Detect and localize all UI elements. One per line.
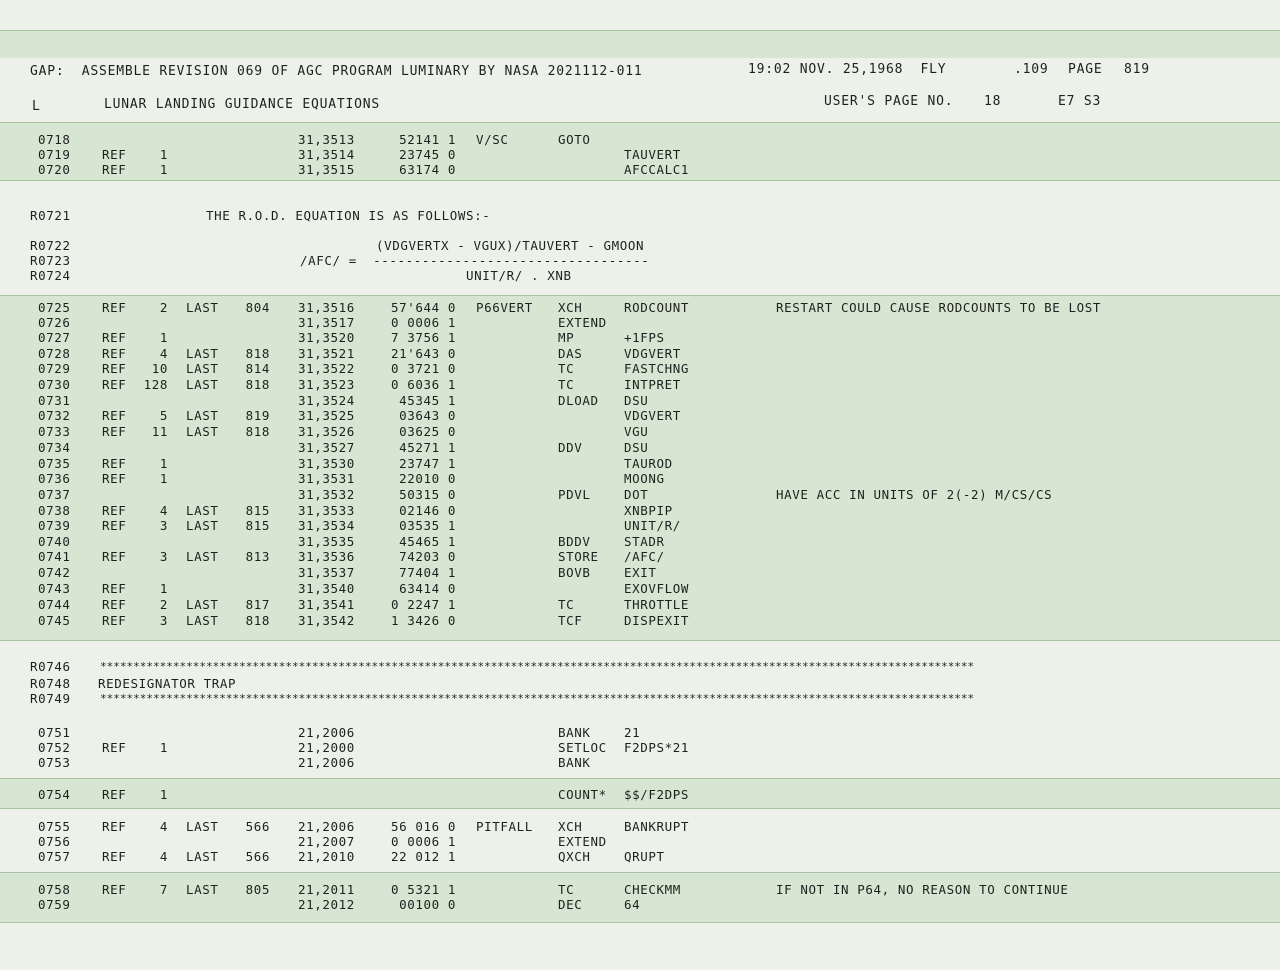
line-number: 0720 (38, 162, 71, 177)
rule-line (0, 922, 1280, 923)
remark-text: (VDGVERTX - VGUX)/TAUVERT - GMOON (376, 238, 645, 253)
address: 21,2000 (298, 740, 355, 755)
line-number: R0746 (30, 659, 71, 674)
address: 31,3513 (298, 132, 355, 147)
octal-word: 74203 0 (399, 549, 456, 564)
octal-word: 22010 0 (399, 471, 456, 486)
operand: DISPEXIT (624, 613, 690, 628)
listing-row (0, 691, 1280, 707)
octal-word: 63414 0 (399, 581, 456, 596)
listing-row (0, 518, 1280, 534)
listing-row (0, 268, 1280, 284)
listing-row (0, 238, 1280, 254)
listing-row (0, 377, 1280, 393)
listing-row (0, 132, 1280, 148)
opcode: EXTEND (558, 834, 607, 849)
remark-text: REDESIGNATOR TRAP (98, 676, 237, 691)
opcode: TC (558, 882, 575, 897)
listing-row (0, 208, 1280, 224)
opcode: EXTEND (558, 315, 607, 330)
octal-word: 00100 0 (399, 897, 456, 912)
last-page: 818 (245, 377, 270, 392)
ref-label: REF (102, 456, 127, 471)
octal-word: 03625 0 (399, 424, 456, 439)
octal-word: 0 6036 1 (390, 377, 456, 392)
section-title: LUNAR LANDING GUIDANCE EQUATIONS (104, 97, 381, 112)
address: 31,3522 (298, 361, 355, 376)
ref-label: REF (102, 740, 127, 755)
line-number: 0736 (38, 471, 71, 486)
listing-row (0, 330, 1280, 346)
line-number: 0735 (38, 456, 71, 471)
ref-label: REF (102, 377, 127, 392)
listing-row (0, 503, 1280, 519)
listing-row (0, 440, 1280, 456)
ref-count: 1 (159, 147, 168, 162)
last-page: 819 (245, 408, 270, 423)
listing-row (0, 534, 1280, 550)
line-number: 0733 (38, 424, 71, 439)
users-page-label: USER'S PAGE NO. (824, 94, 954, 109)
rule-line (0, 30, 1280, 31)
ref-label: REF (102, 330, 127, 345)
address: 31,3534 (298, 518, 355, 533)
opcode: PDVL (558, 487, 591, 502)
listing-row (0, 676, 1280, 692)
symbol-label: V/SC (476, 132, 509, 147)
operand: TAUROD (624, 456, 673, 471)
ref-count: 3 (159, 518, 168, 533)
last-label: LAST (186, 424, 219, 439)
opcode: COUNT* (558, 787, 607, 802)
rule-line (0, 872, 1280, 873)
listing-row (0, 162, 1280, 178)
ref-label: REF (102, 471, 127, 486)
address: 21,2006 (298, 819, 355, 834)
ref-count: 1 (159, 787, 168, 802)
listing-row (0, 300, 1280, 316)
last-label: LAST (186, 346, 219, 361)
last-page: 815 (245, 503, 270, 518)
listing-row (0, 819, 1280, 835)
ref-label: REF (102, 581, 127, 596)
listing-row (0, 882, 1280, 898)
line-number: 0742 (38, 565, 71, 580)
remark-text: /AFC/ = ---------------------------------- (300, 253, 650, 268)
last-label: LAST (186, 361, 219, 376)
ref-label: REF (102, 424, 127, 439)
line-number: 0730 (38, 377, 71, 392)
operand: XNBPIP (624, 503, 673, 518)
operand: STADR (624, 534, 665, 549)
listing-row (0, 346, 1280, 362)
separator-stars: ************************************************************************************************************************************ (100, 692, 975, 705)
section-code: E7 S3 (1058, 94, 1102, 109)
octal-word: 03535 1 (399, 518, 456, 533)
line-number: 0732 (38, 408, 71, 423)
listing-row (0, 897, 1280, 913)
address: 31,3521 (298, 346, 355, 361)
line-number: 0759 (38, 897, 71, 912)
operand: VGU (624, 424, 649, 439)
ref-label: REF (102, 819, 127, 834)
opcode: STORE (558, 549, 599, 564)
rule-line (0, 122, 1280, 123)
ref-count: 1 (159, 162, 168, 177)
octal-word: 03643 0 (399, 408, 456, 423)
ref-count: 128 (143, 377, 168, 392)
line-number: 0743 (38, 581, 71, 596)
octal-word: 63174 0 (399, 162, 456, 177)
ref-count: 4 (159, 346, 168, 361)
last-page: 566 (245, 819, 270, 834)
ref-count: 3 (159, 549, 168, 564)
operand: EXIT (624, 565, 657, 580)
opcode: BDDV (558, 534, 591, 549)
last-label: LAST (186, 819, 219, 834)
listing-row (0, 597, 1280, 613)
listing-row (0, 471, 1280, 487)
address: 21,2006 (298, 755, 355, 770)
operand: FASTCHNG (624, 361, 690, 376)
opcode: QXCH (558, 849, 591, 864)
last-label: LAST (186, 849, 219, 864)
address: 31,3520 (298, 330, 355, 345)
address: 31,3536 (298, 549, 355, 564)
ref-label: REF (102, 147, 127, 162)
line-number: R0722 (30, 238, 71, 253)
line-number: 0734 (38, 440, 71, 455)
separator-stars: ************************************************************************************************************************************ (100, 660, 975, 673)
octal-word: 0 2247 1 (390, 597, 456, 612)
opcode: TC (558, 361, 575, 376)
line-number: 0718 (38, 132, 71, 147)
line-number: 0719 (38, 147, 71, 162)
address: 31,3541 (298, 597, 355, 612)
line-number: 0740 (38, 534, 71, 549)
last-page: 804 (245, 300, 270, 315)
operand: F2DPS*21 (624, 740, 690, 755)
rule-line (0, 295, 1280, 296)
line-number: 0727 (38, 330, 71, 345)
line-number: 0753 (38, 755, 71, 770)
octal-word: 23747 1 (399, 456, 456, 471)
line-number: 0726 (38, 315, 71, 330)
last-label: LAST (186, 613, 219, 628)
operand: UNIT/R/ (624, 518, 681, 533)
operand: CHECKMM (624, 882, 681, 897)
octal-word: 77404 1 (399, 565, 456, 580)
operand: DSU (624, 440, 649, 455)
operand: DOT (624, 487, 649, 502)
opcode: DLOAD (558, 393, 599, 408)
listing-row (0, 393, 1280, 409)
operand: AFCCALC1 (624, 162, 690, 177)
octal-word: 23745 0 (399, 147, 456, 162)
listing-row (0, 849, 1280, 865)
page-number: 819 (1124, 62, 1150, 77)
address: 21,2006 (298, 725, 355, 740)
last-label: LAST (186, 408, 219, 423)
ref-label: REF (102, 882, 127, 897)
assembly-timestamp: 19:02 NOV. 25,1968 FLY (748, 62, 947, 77)
page-label: PAGE (1068, 62, 1103, 77)
listing-row (0, 725, 1280, 741)
line-number: 0728 (38, 346, 71, 361)
line-number: 0731 (38, 393, 71, 408)
address: 31,3537 (298, 565, 355, 580)
assembly-number: .109 (1014, 62, 1049, 77)
ref-label: REF (102, 549, 127, 564)
operand: TAUVERT (624, 147, 681, 162)
operand: 21 (624, 725, 641, 740)
operand: VDGVERT (624, 346, 681, 361)
opcode: TC (558, 597, 575, 612)
ref-label: REF (102, 613, 127, 628)
comment: RESTART COULD CAUSE RODCOUNTS TO BE LOST (776, 300, 1102, 315)
ref-label: REF (102, 162, 127, 177)
opcode: GOTO (558, 132, 591, 147)
ref-count: 1 (159, 581, 168, 596)
address: 31,3530 (298, 456, 355, 471)
octal-word: 0 5321 1 (390, 882, 456, 897)
operand: THROTTLE (624, 597, 690, 612)
octal-word: 45345 1 (399, 393, 456, 408)
ref-label: REF (102, 787, 127, 802)
listing-row (0, 487, 1280, 503)
last-page: 818 (245, 424, 270, 439)
listing-marker: L (32, 99, 41, 114)
line-number: 0725 (38, 300, 71, 315)
ref-count: 7 (159, 882, 168, 897)
address: 31,3516 (298, 300, 355, 315)
ref-count: 10 (151, 361, 168, 376)
address: 31,3525 (298, 408, 355, 423)
line-number: 0757 (38, 849, 71, 864)
octal-word: 1 3426 0 (390, 613, 456, 628)
ref-label: REF (102, 408, 127, 423)
ref-count: 2 (159, 300, 168, 315)
line-number: 0729 (38, 361, 71, 376)
listing-row (0, 659, 1280, 675)
remark-text: THE R.O.D. EQUATION IS AS FOLLOWS:- (206, 208, 491, 223)
ref-label: REF (102, 849, 127, 864)
ref-label: REF (102, 300, 127, 315)
address: 31,3524 (298, 393, 355, 408)
ref-label: REF (102, 503, 127, 518)
operand: BANKRUPT (624, 819, 690, 834)
address: 21,2007 (298, 834, 355, 849)
rule-line (0, 180, 1280, 181)
octal-word: 45465 1 (399, 534, 456, 549)
last-page: 566 (245, 849, 270, 864)
ref-count: 1 (159, 740, 168, 755)
address: 31,3515 (298, 162, 355, 177)
line-number: 0754 (38, 787, 71, 802)
last-page: 818 (245, 346, 270, 361)
line-number: 0752 (38, 740, 71, 755)
listing-row (0, 755, 1280, 771)
last-page: 805 (245, 882, 270, 897)
line-number: 0737 (38, 487, 71, 502)
line-number: R0748 (30, 676, 71, 691)
opcode: XCH (558, 300, 583, 315)
opcode: BOVB (558, 565, 591, 580)
listing-row (0, 424, 1280, 440)
address: 31,3540 (298, 581, 355, 596)
last-label: LAST (186, 882, 219, 897)
operand: VDGVERT (624, 408, 681, 423)
octal-word: 7 3756 1 (390, 330, 456, 345)
octal-word: 56 016 0 (390, 819, 456, 834)
ref-label: REF (102, 518, 127, 533)
octal-word: 0 0006 1 (390, 315, 456, 330)
listing-row (0, 613, 1280, 629)
listing-row (0, 315, 1280, 331)
line-number: 0756 (38, 834, 71, 849)
rule-line (0, 808, 1280, 809)
opcode: BANK (558, 755, 591, 770)
listing-row (0, 361, 1280, 377)
octal-word: 22 012 1 (390, 849, 456, 864)
ref-count: 11 (151, 424, 168, 439)
line-number: 0751 (38, 725, 71, 740)
listing-row (0, 834, 1280, 850)
line-number: R0723 (30, 253, 71, 268)
ref-count: 1 (159, 456, 168, 471)
octal-word: 02146 0 (399, 503, 456, 518)
opcode: TC (558, 377, 575, 392)
line-number: R0749 (30, 691, 71, 706)
address: 31,3527 (298, 440, 355, 455)
line-number: R0724 (30, 268, 71, 283)
last-page: 815 (245, 518, 270, 533)
listing-row (0, 740, 1280, 756)
opcode: SETLOC (558, 740, 607, 755)
line-number: 0738 (38, 503, 71, 518)
line-number: 0739 (38, 518, 71, 533)
octal-word: 21'643 0 (390, 346, 456, 361)
rule-line (0, 778, 1280, 779)
ref-count: 5 (159, 408, 168, 423)
ref-count: 1 (159, 471, 168, 486)
address: 31,3535 (298, 534, 355, 549)
address: 31,3542 (298, 613, 355, 628)
address: 31,3514 (298, 147, 355, 162)
opcode: BANK (558, 725, 591, 740)
last-label: LAST (186, 300, 219, 315)
address: 21,2011 (298, 882, 355, 897)
address: 31,3526 (298, 424, 355, 439)
operand: $$/F2DPS (624, 787, 690, 802)
address: 31,3533 (298, 503, 355, 518)
ref-count: 2 (159, 597, 168, 612)
operand: 64 (624, 897, 641, 912)
address: 31,3532 (298, 487, 355, 502)
ref-count: 1 (159, 330, 168, 345)
opcode: DDV (558, 440, 583, 455)
operand: +1FPS (624, 330, 665, 345)
operand: EXOVFLOW (624, 581, 690, 596)
listing-row (0, 408, 1280, 424)
operand: /AFC/ (624, 549, 665, 564)
listing-row (0, 549, 1280, 565)
ref-label: REF (102, 597, 127, 612)
address: 31,3517 (298, 315, 355, 330)
line-number: 0755 (38, 819, 71, 834)
line-number: 0744 (38, 597, 71, 612)
octal-word: 0 0006 1 (390, 834, 456, 849)
symbol-label: P66VERT (476, 300, 533, 315)
ref-count: 4 (159, 819, 168, 834)
address: 21,2012 (298, 897, 355, 912)
symbol-label: PITFALL (476, 819, 533, 834)
assembly-title: GAP: ASSEMBLE REVISION 069 OF AGC PROGRAM LUMINARY BY NASA 2021112-011 (30, 64, 643, 79)
last-page: 813 (245, 549, 270, 564)
rule-line (0, 640, 1280, 641)
operand: INTPRET (624, 377, 681, 392)
last-label: LAST (186, 377, 219, 392)
operand: DSU (624, 393, 649, 408)
opcode: DAS (558, 346, 583, 361)
last-label: LAST (186, 518, 219, 533)
last-label: LAST (186, 597, 219, 612)
opcode: MP (558, 330, 575, 345)
octal-word: 50315 0 (399, 487, 456, 502)
line-number: 0758 (38, 882, 71, 897)
octal-word: 52141 1 (399, 132, 456, 147)
ref-label: REF (102, 346, 127, 361)
listing-row (0, 787, 1280, 803)
comment: IF NOT IN P64, NO REASON TO CONTINUE (776, 882, 1069, 897)
line-number: 0741 (38, 549, 71, 564)
line-number: 0745 (38, 613, 71, 628)
comment: HAVE ACC IN UNITS OF 2(-2) M/CS/CS (776, 487, 1053, 502)
line-number: R0721 (30, 208, 71, 223)
last-page: 818 (245, 613, 270, 628)
ref-count: 4 (159, 849, 168, 864)
listing-row (0, 565, 1280, 581)
listing-row (0, 147, 1280, 163)
opcode: XCH (558, 819, 583, 834)
listing-row (0, 253, 1280, 269)
last-page: 814 (245, 361, 270, 376)
remark-text: UNIT/R/ . XNB (466, 268, 572, 283)
ref-label: REF (102, 361, 127, 376)
operand: MOONG (624, 471, 665, 486)
users-page-number: 18 (984, 94, 1002, 109)
address: 31,3523 (298, 377, 355, 392)
ref-count: 3 (159, 613, 168, 628)
operand: QRUPT (624, 849, 665, 864)
operand: RODCOUNT (624, 300, 690, 315)
octal-word: 0 3721 0 (390, 361, 456, 376)
green-bar (0, 30, 1280, 58)
listing-row (0, 581, 1280, 597)
address: 31,3531 (298, 471, 355, 486)
opcode: TCF (558, 613, 583, 628)
ref-count: 4 (159, 503, 168, 518)
octal-word: 57'644 0 (390, 300, 456, 315)
last-label: LAST (186, 503, 219, 518)
listing-row (0, 456, 1280, 472)
last-page: 817 (245, 597, 270, 612)
octal-word: 45271 1 (399, 440, 456, 455)
last-label: LAST (186, 549, 219, 564)
address: 21,2010 (298, 849, 355, 864)
opcode: DEC (558, 897, 583, 912)
